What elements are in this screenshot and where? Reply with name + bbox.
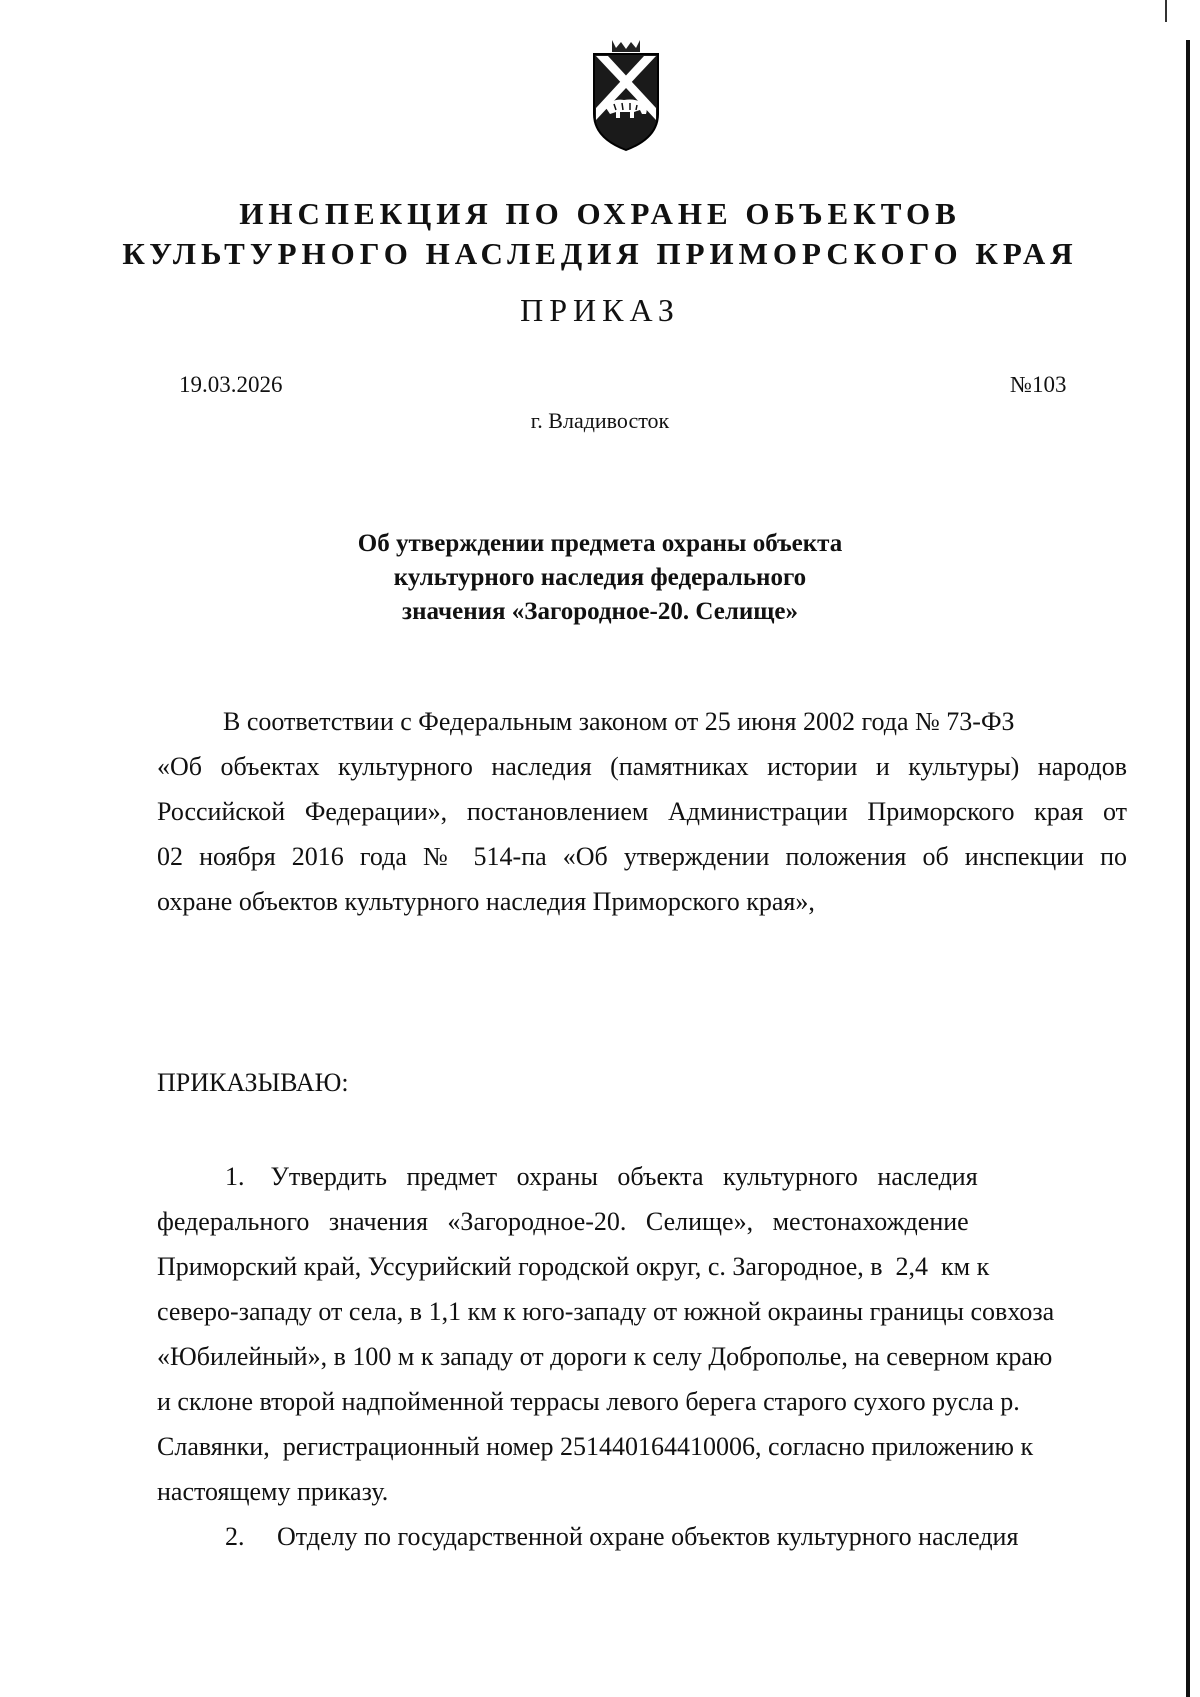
item-line: северо-западу от села, в 1,1 км к юго-западу от южной окраины границы совхоза [157, 1297, 1055, 1326]
preamble-line: «Об объектах культурного наследия (памятниках истории и культуры) народов [157, 752, 1127, 781]
item-line: и склоне второй надпойменной террасы левого берега старого сухого русла р. [157, 1387, 1020, 1416]
document-kind: ПРИКАЗ [520, 292, 680, 328]
item-line: Приморский край, Уссурийский городской округ, с. Загородное, в 2,4 км к [157, 1252, 990, 1281]
document-date: 19.03.2026 [179, 372, 283, 397]
item-line: федерального значения «Загородное-20. Селище», местонахождение [157, 1207, 969, 1236]
document-number: №103 [1010, 372, 1067, 397]
item-line: «Юбилейный», в 100 м к западу от дороги к селу Доброполье, на северном краю [157, 1342, 1053, 1371]
coat-of-arms-emblem [590, 38, 662, 154]
scan-edge-mark [1165, 0, 1167, 22]
agency-name-line1: ИНСПЕКЦИЯ ПО ОХРАНЕ ОБЪЕКТОВ [239, 196, 961, 231]
item-line: 2. Отделу по государственной охране объектов культурного наследия [225, 1522, 1019, 1551]
document-title-line1: Об утверждении предмета охраны объекта [357, 530, 843, 557]
item-line: Славянки, регистрационный номер 251440164410006, согласно приложению к [157, 1432, 1034, 1461]
item-line: настоящему приказу. [157, 1477, 389, 1506]
preamble-line: 02 ноября 2016 года № 514-па «Об утверждении положения об инспекции по [157, 842, 1127, 871]
document-title-line2: культурного наследия федерального [393, 564, 807, 591]
preamble-line: охране объектов культурного наследия Приморского края», [157, 887, 815, 916]
document-city: г. Владивосток [530, 408, 670, 433]
preamble-line: В соответствии с Федеральным законом от 25 июня 2002 года № 73-ФЗ [223, 707, 1015, 736]
item-line: 1. Утвердить предмет охраны объекта культурного наследия [225, 1162, 978, 1191]
agency-name-line2: КУЛЬТУРНОГО НАСЛЕДИЯ ПРИМОРСКОГО КРАЯ [122, 236, 1078, 271]
order-directive: ПРИКАЗЫВАЮ: [157, 1068, 349, 1097]
scan-edge-line [1186, 40, 1190, 1697]
document-title-line3: значения «Загородное-20. Селище» [402, 598, 798, 625]
preamble-line: Российской Федерации», постановлением Администрации Приморского края от [157, 797, 1127, 826]
